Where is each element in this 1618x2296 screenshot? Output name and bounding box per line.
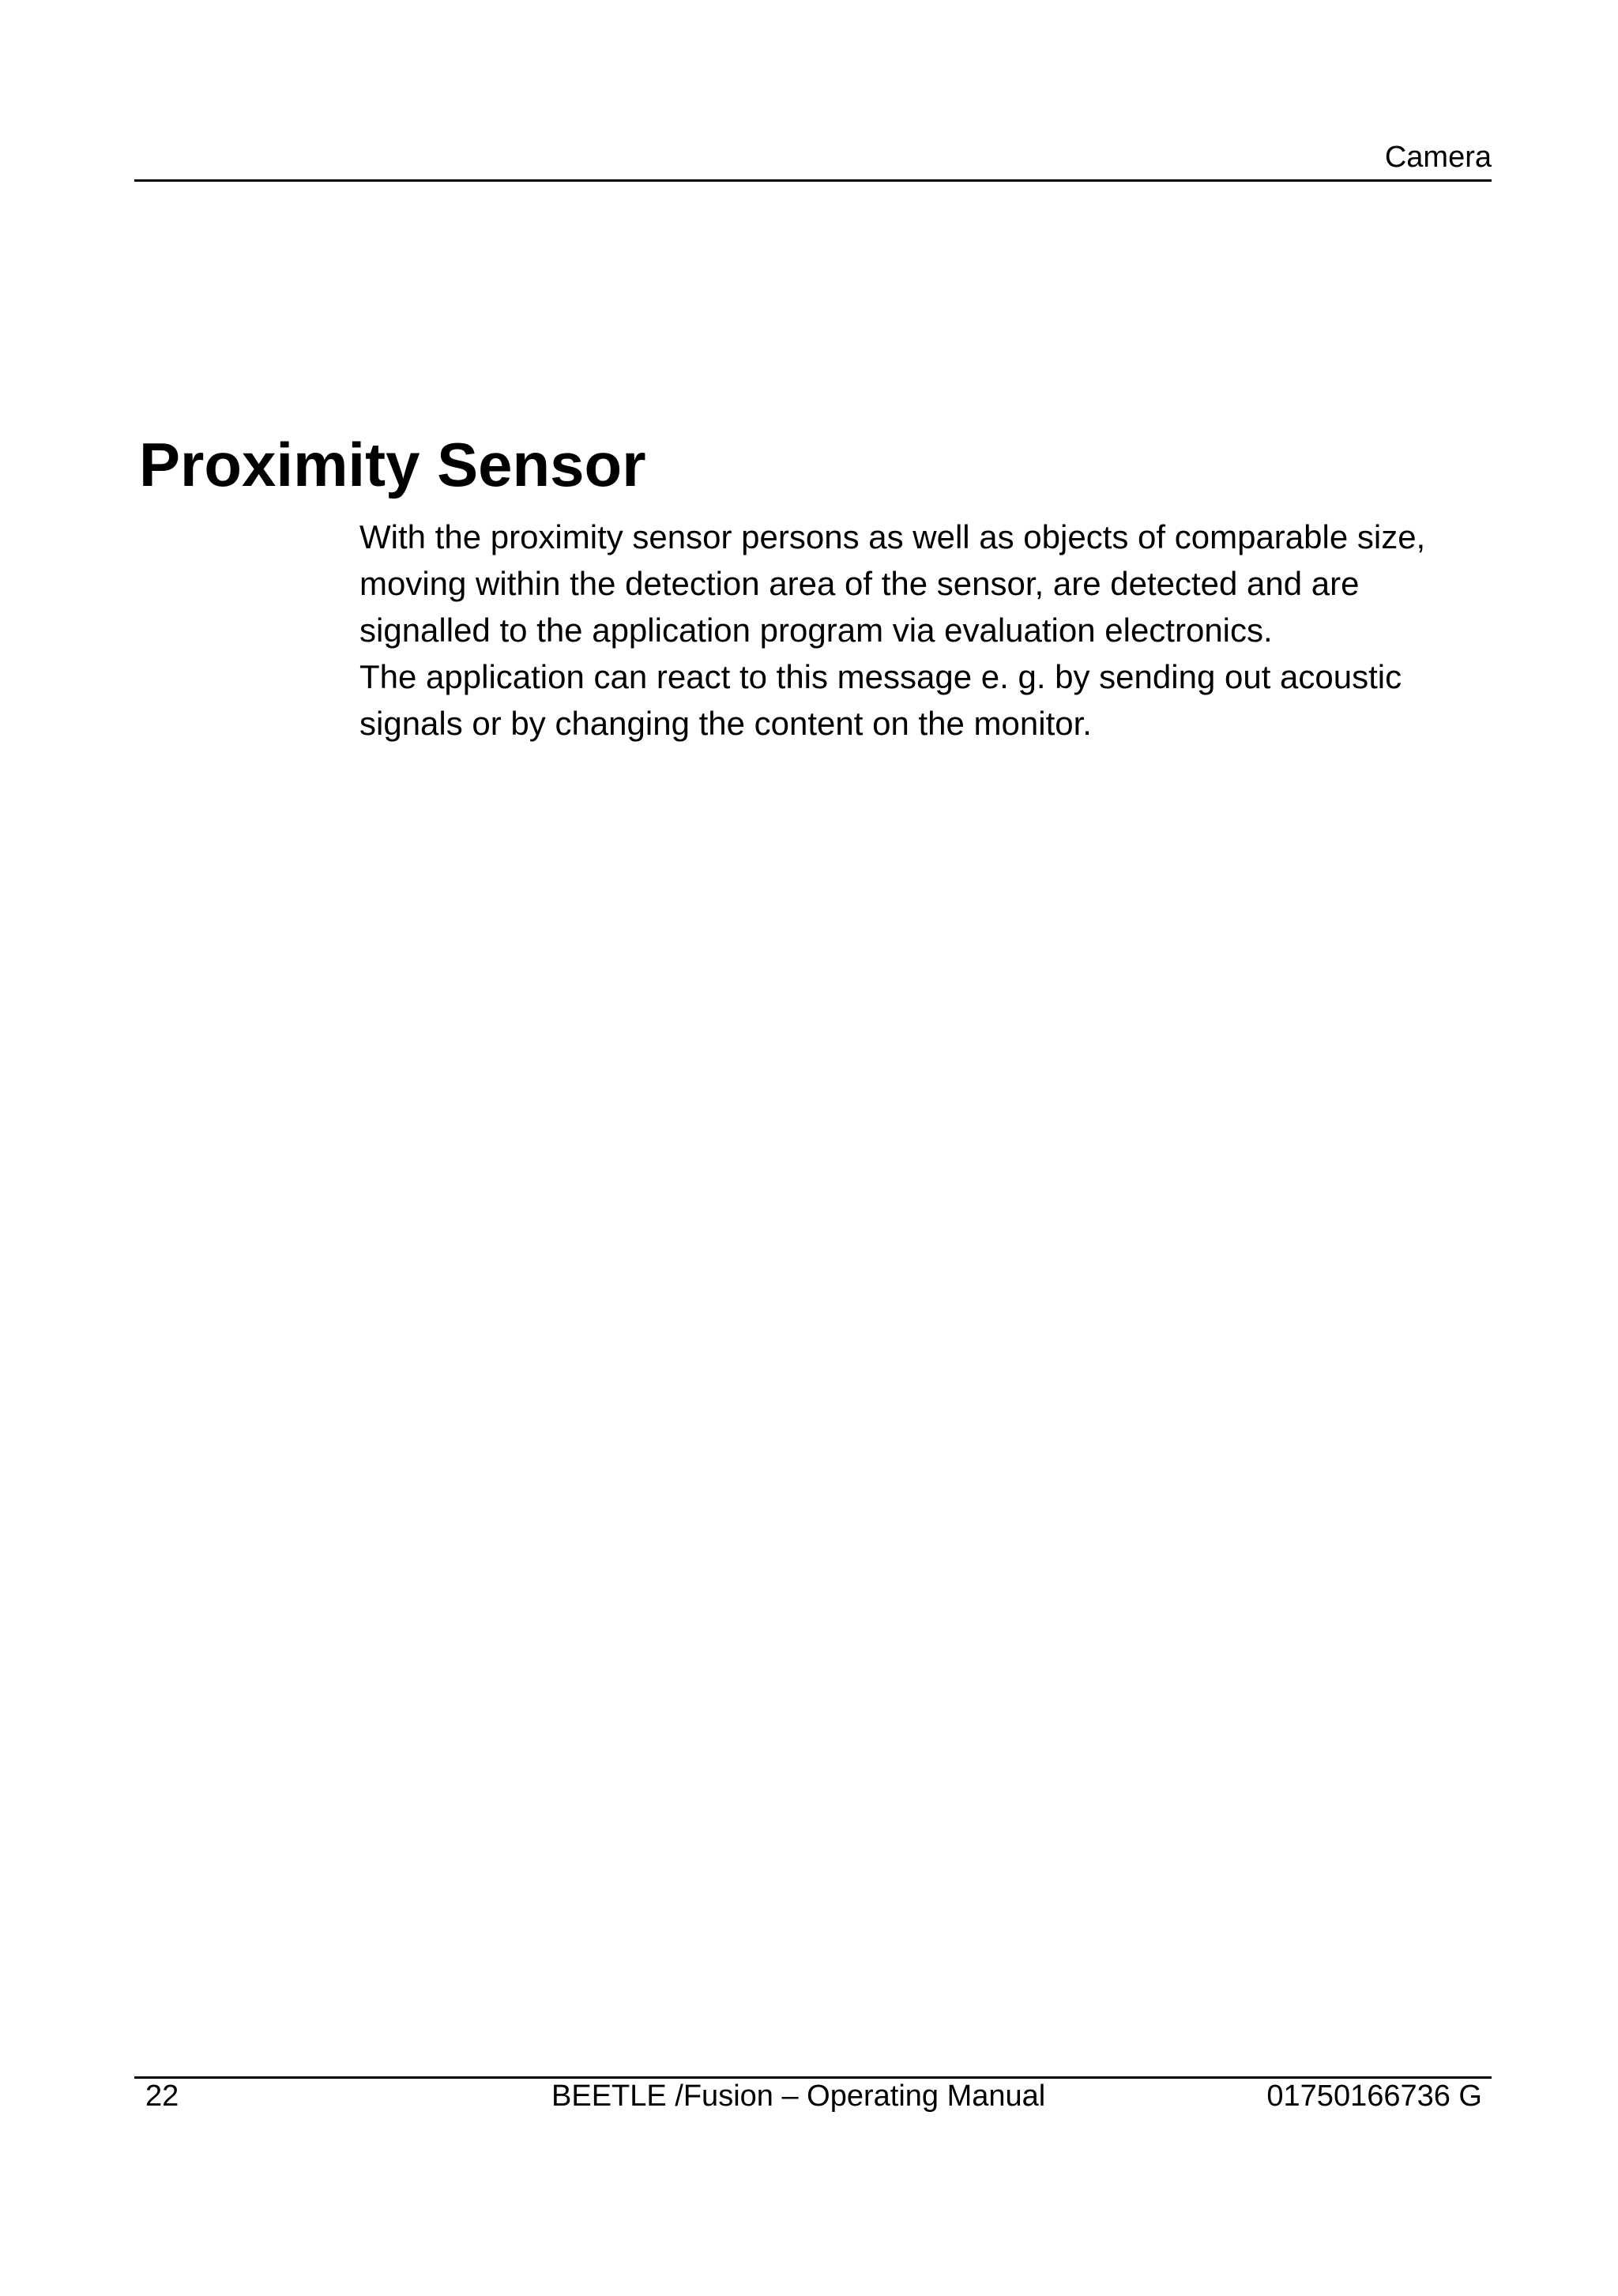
- header-rule: [134, 179, 1492, 182]
- document-code: 01750166736 G: [1266, 2080, 1482, 2113]
- body-line: The application can react to this message e. g. by sending out acoustic: [359, 658, 1402, 695]
- body-line: moving within the detection area of the sensor, are detected and are: [359, 565, 1360, 602]
- section-title: Proximity Sensor: [139, 430, 646, 499]
- running-header: Camera: [1384, 141, 1492, 174]
- page-number: 22: [145, 2080, 179, 2113]
- body-line: With the proximity sensor persons as well as objects of comparable size,: [359, 518, 1426, 555]
- document-title: BEETLE /Fusion – Operating Manual: [551, 2080, 1046, 2113]
- body-line: signals or by changing the content on the monitor.: [359, 705, 1092, 742]
- body-text: [359, 514, 1497, 747]
- body-line: signalled to the application program via evaluation electronics.: [359, 612, 1273, 649]
